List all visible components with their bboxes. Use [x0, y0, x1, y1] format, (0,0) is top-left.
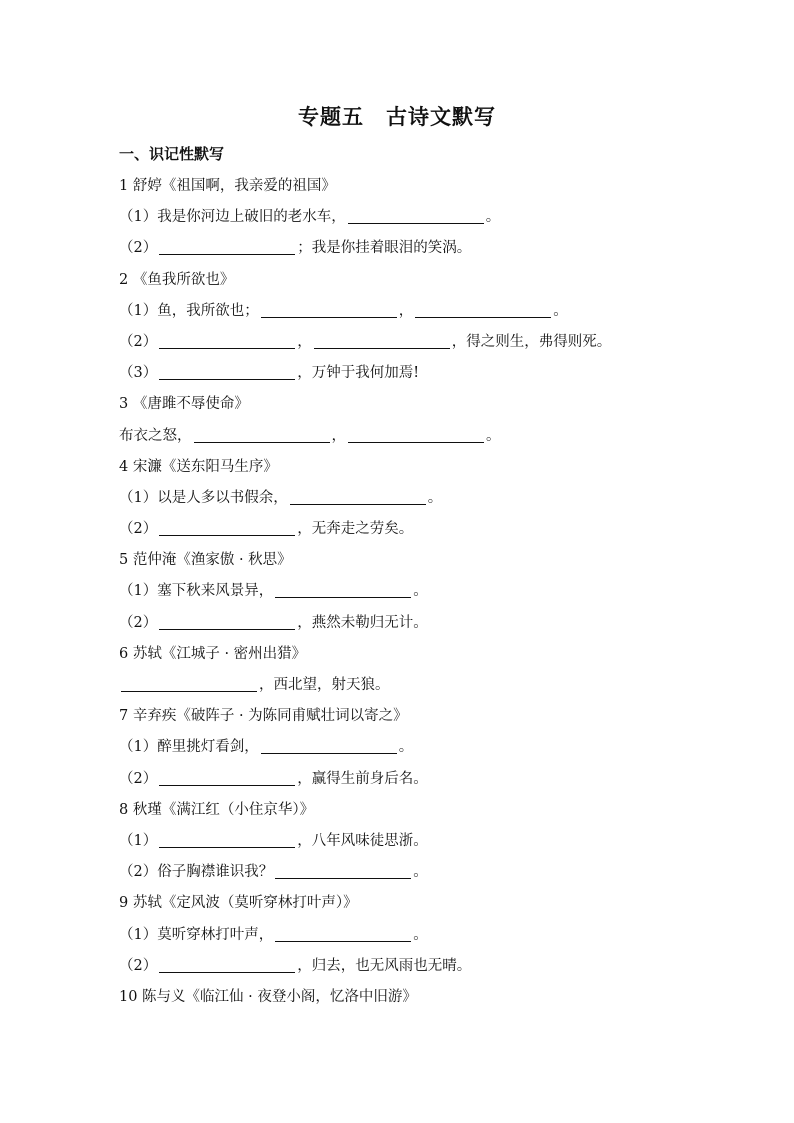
answer-blank[interactable] [194, 425, 330, 443]
question-text: ，无奔走之劳矣。 [297, 521, 414, 538]
answer-blank[interactable] [290, 487, 426, 505]
question-text: 布衣之怒， [119, 427, 192, 444]
answer-blank[interactable] [261, 300, 397, 318]
question-line [119, 421, 739, 452]
answer-blank[interactable] [348, 425, 484, 443]
question-text: （1） [119, 832, 158, 849]
question-line [119, 857, 739, 888]
question-text: （2） [119, 333, 158, 350]
question-text: 。 [486, 427, 501, 444]
question-line [119, 233, 739, 264]
question-text: （1）塞下秋来风景异， [119, 583, 274, 600]
answer-blank[interactable] [159, 612, 295, 630]
question-text: （2） [119, 614, 158, 631]
question-text: ， [398, 302, 414, 319]
answer-blank[interactable] [275, 861, 411, 879]
question-line [119, 920, 739, 951]
question-line [119, 576, 739, 607]
answer-blank[interactable] [314, 331, 450, 349]
question-text: ，万钟于我何加焉! [297, 365, 420, 382]
poem-heading: 8 秋瑾《满江红（小住京华）》 [119, 801, 315, 818]
page-title: 专题五 古诗文默写 [298, 105, 496, 129]
question-line [119, 358, 739, 389]
question-line [119, 327, 739, 358]
question-text: ；我是你挂着眼泪的笑涡。 [297, 240, 472, 257]
question-text: ，得之则生，弗得则死。 [451, 333, 612, 350]
question-text: ，八年风味徒思浙。 [297, 832, 428, 849]
question-line [119, 483, 739, 514]
question-text: ，归去，也无风雨也无晴。 [297, 957, 472, 974]
answer-blank[interactable] [261, 736, 397, 754]
question-text: ，赢得生前身后名。 [297, 770, 428, 787]
answer-blank[interactable] [159, 768, 295, 786]
question-text: （2） [119, 521, 158, 538]
question-text: 。 [413, 864, 428, 881]
question-text: 。 [485, 209, 501, 226]
question-text: 。 [427, 489, 443, 506]
answer-blank[interactable] [159, 237, 295, 255]
question-list [119, 171, 739, 1013]
question-text: （1）我是你河边上破旧的老水车， [119, 209, 346, 226]
question-line [119, 608, 739, 639]
question-line [119, 732, 739, 763]
question-line [119, 764, 739, 795]
answer-blank[interactable] [275, 924, 411, 942]
question-text: 。 [413, 583, 428, 600]
question-text: （1）莫听穿林打叶声， [119, 926, 274, 943]
poem-heading: 9 苏轼《定风波（莫听穿林打叶声）》 [119, 895, 358, 912]
answer-blank[interactable] [348, 206, 484, 224]
answer-blank[interactable] [159, 955, 295, 973]
poem-heading: 6 苏轼《江城子 · 密州出猎》 [119, 645, 307, 662]
answer-blank[interactable] [159, 362, 295, 380]
answer-blank[interactable] [159, 331, 295, 349]
question-line [119, 951, 739, 982]
question-text: （2） [119, 240, 158, 257]
question-text: 。 [398, 739, 414, 756]
question-line [119, 202, 739, 233]
question-line [119, 670, 739, 701]
question-text: ，西北望，射天狼。 [259, 677, 390, 693]
question-line [119, 514, 739, 545]
question-text: （2） [119, 957, 158, 974]
poem-heading: 4 宋濂《送东阳马生序》 [119, 458, 278, 475]
poem-heading: 7 辛弃疾《破阵子 · 为陈同甫赋壮词以寄之》 [119, 708, 408, 725]
answer-blank[interactable] [121, 674, 257, 692]
answer-blank[interactable] [159, 518, 295, 536]
question-line [119, 296, 739, 327]
poem-heading: 5 范仲淹《渔家傲 · 秋思》 [119, 552, 292, 569]
poem-heading: 2 《鱼我所欲也》 [119, 271, 235, 288]
question-line [119, 826, 739, 857]
question-text: （2）俗子胸襟谁识我？ [119, 864, 274, 881]
question-text: （1）以是人多以书假余， [119, 489, 288, 506]
question-text: ， [331, 427, 346, 444]
answer-blank[interactable] [275, 580, 411, 598]
question-text: （1）醉里挑灯看剑， [119, 739, 259, 756]
question-text: ，燕然未勒归无计。 [297, 614, 428, 631]
question-text: （2） [119, 770, 158, 787]
question-text: 。 [553, 302, 568, 319]
question-text: （1）鱼，我所欲也； [119, 302, 259, 319]
question-text: 。 [413, 926, 428, 943]
question-text: ， [297, 333, 312, 350]
answer-blank[interactable] [159, 830, 295, 848]
answer-blank[interactable] [415, 300, 551, 318]
poem-heading: 10 陈与义《临江仙 · 夜登小阁，忆洛中旧游》 [119, 988, 417, 1005]
poem-heading: 1 舒婷《祖国啊，我亲爱的祖国》 [119, 178, 336, 194]
section-heading: 一、识记性默写 [119, 145, 225, 163]
question-text: （3） [119, 365, 158, 382]
poem-heading: 3 《唐雎不辱使命》 [119, 396, 249, 413]
